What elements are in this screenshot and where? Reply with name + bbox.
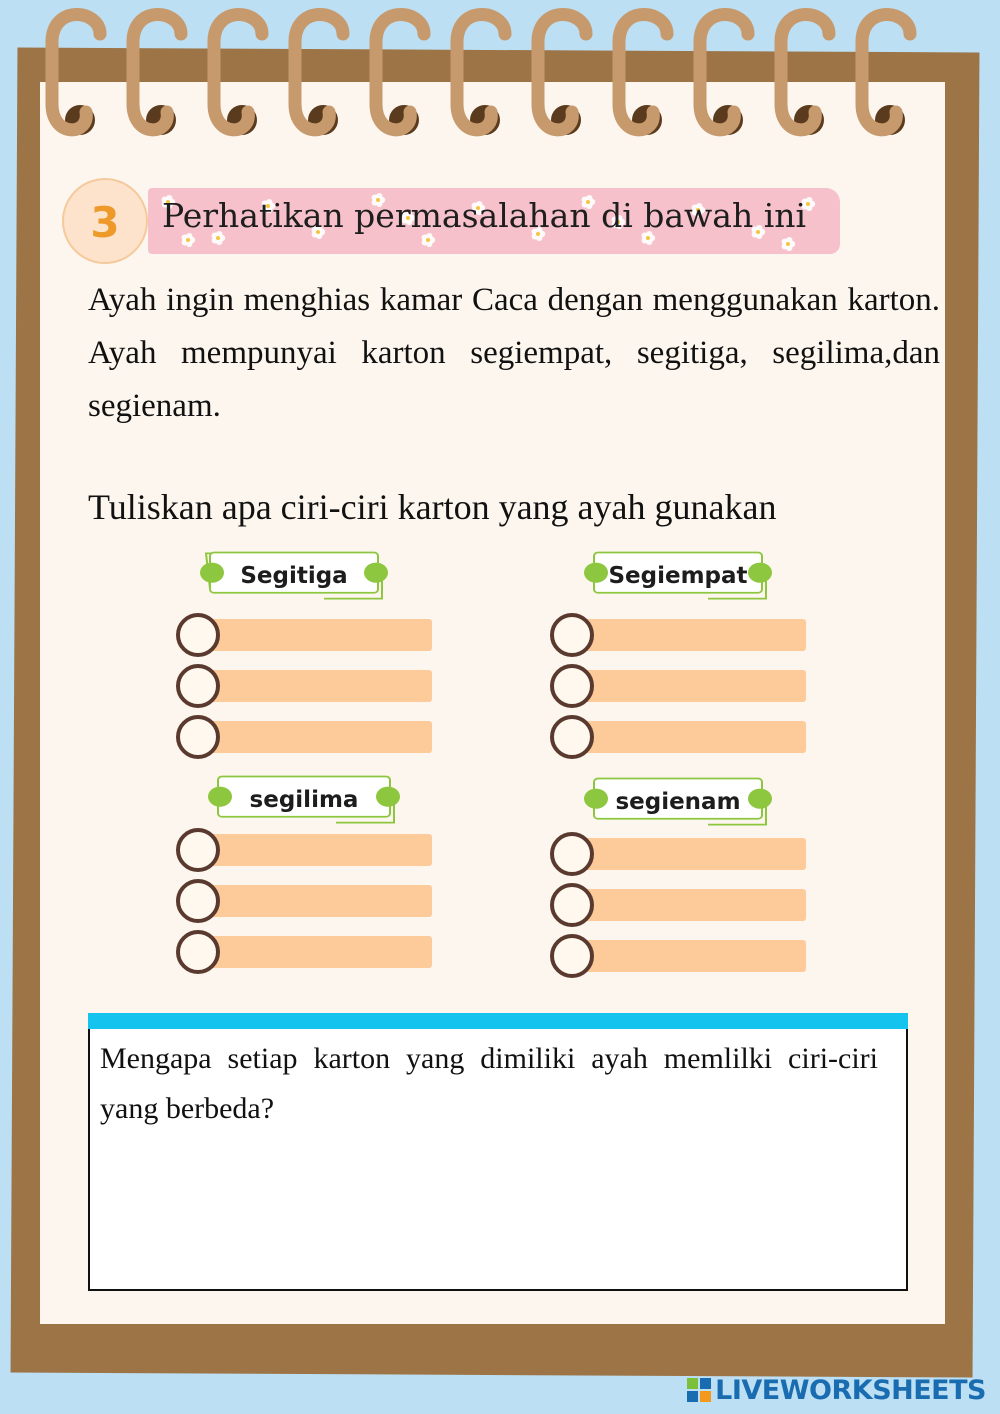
answer-field[interactable] bbox=[574, 889, 806, 921]
bullet-circle bbox=[176, 879, 220, 923]
label-tag-segilima bbox=[206, 774, 402, 826]
question-number: 3 bbox=[90, 198, 120, 247]
question-text: Tuliskan apa ciri-ciri karton yang ayah gunakan bbox=[88, 487, 777, 527]
answer-field[interactable] bbox=[200, 885, 432, 917]
flower-center bbox=[646, 236, 650, 240]
answer-field[interactable] bbox=[200, 936, 432, 968]
section-title: Perhatikan permasalahan di bawah ini bbox=[162, 196, 807, 235]
answer-row-segienam-1[interactable] bbox=[550, 830, 806, 878]
answer-row-segiempat-1[interactable] bbox=[550, 611, 806, 659]
bullet-circle bbox=[176, 828, 220, 872]
bullet-circle bbox=[550, 934, 594, 978]
answer-field[interactable] bbox=[200, 721, 432, 753]
answer-field[interactable] bbox=[200, 834, 432, 866]
liveworksheets-brand bbox=[687, 1374, 986, 1406]
bullet-circle bbox=[550, 883, 594, 927]
answer-row-segitiga-3[interactable] bbox=[176, 713, 432, 761]
answer-field[interactable] bbox=[574, 721, 806, 753]
bullet-circle bbox=[176, 715, 220, 759]
answer-row-segilima-2[interactable] bbox=[176, 877, 432, 925]
answer-field[interactable] bbox=[574, 838, 806, 870]
label-tag-segienam bbox=[582, 776, 774, 828]
flower-center bbox=[786, 242, 790, 246]
answer-row-segitiga-2[interactable] bbox=[176, 662, 432, 710]
bullet-circle bbox=[176, 613, 220, 657]
bullet-circle bbox=[176, 664, 220, 708]
essay-prompt: Mengapa setiap karton yang dimiliki ayah memlilki ciri-ciri yang berbeda? bbox=[100, 1042, 878, 1125]
answer-row-segienam-2[interactable] bbox=[550, 881, 806, 929]
label-tag-segitiga bbox=[198, 550, 390, 602]
flower-center bbox=[806, 202, 810, 206]
tag-label: Segitiga bbox=[240, 563, 348, 589]
bullet-circle bbox=[550, 613, 594, 657]
answer-field[interactable] bbox=[574, 619, 806, 651]
flower-center bbox=[216, 236, 220, 240]
label-tag-segiempat bbox=[582, 550, 774, 602]
liveworksheets-logo-icon bbox=[687, 1378, 711, 1402]
answer-row-segilima-3[interactable] bbox=[176, 928, 432, 976]
answer-field[interactable] bbox=[200, 619, 432, 651]
answer-row-segienam-3[interactable] bbox=[550, 932, 806, 980]
answer-row-segitiga-1[interactable] bbox=[176, 611, 432, 659]
brand-name: LIVEWORKSHEETS bbox=[715, 1374, 986, 1406]
bullet-circle bbox=[176, 930, 220, 974]
answer-row-segiempat-2[interactable] bbox=[550, 662, 806, 710]
bullet-circle bbox=[550, 664, 594, 708]
answer-row-segiempat-3[interactable] bbox=[550, 713, 806, 761]
bullet-circle bbox=[550, 715, 594, 759]
spiral-rings bbox=[0, 0, 1000, 160]
flower-center bbox=[426, 238, 430, 242]
tag-label: Segiempat bbox=[608, 563, 748, 589]
story-paragraph: Ayah ingin menghias kamar Caca dengan menggunakan karton. Ayah mempunyai karton segiempat, segitiga, segilima,dan segienam. bbox=[88, 282, 940, 424]
answer-row-segilima-1[interactable] bbox=[176, 826, 432, 874]
answer-field[interactable] bbox=[200, 670, 432, 702]
flower-center bbox=[186, 238, 190, 242]
answer-field[interactable] bbox=[574, 670, 806, 702]
answer-box-header-bar bbox=[88, 1013, 908, 1029]
tag-label: segienam bbox=[615, 789, 741, 815]
bullet-circle bbox=[550, 832, 594, 876]
tag-label: segilima bbox=[249, 787, 359, 813]
answer-field[interactable] bbox=[574, 940, 806, 972]
question-number-badge bbox=[62, 178, 148, 264]
